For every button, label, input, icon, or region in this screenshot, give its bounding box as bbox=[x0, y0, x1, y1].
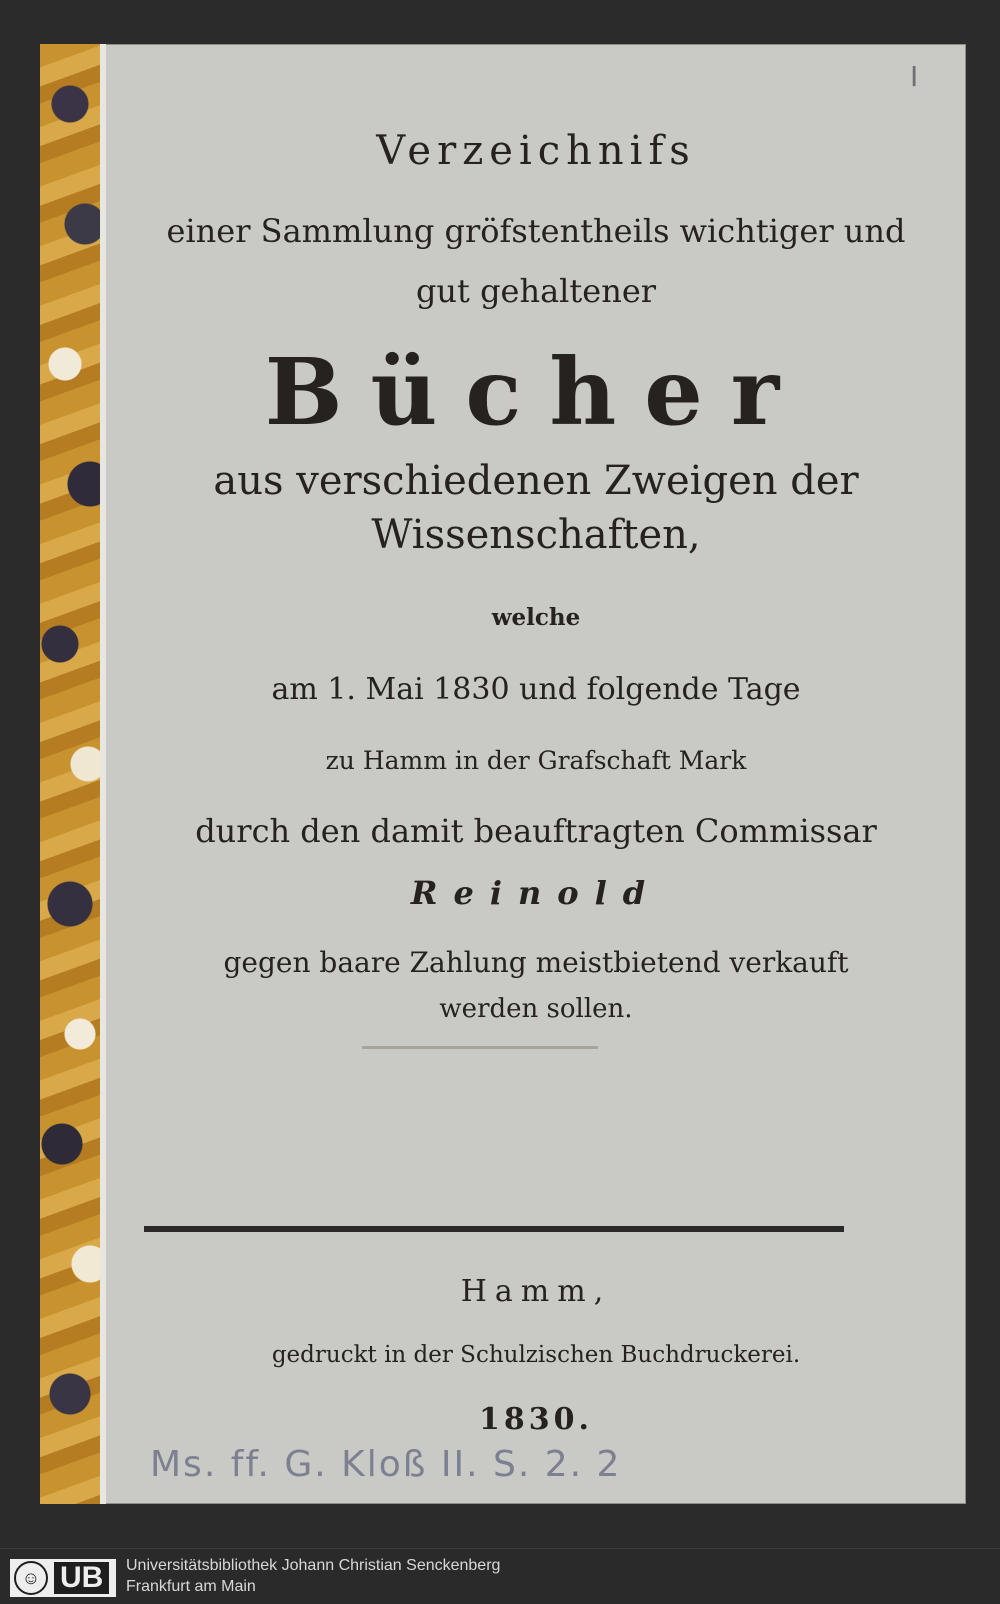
imprint-printer: gedruckt in der Schulzischen Buchdruckerei. bbox=[271, 1342, 801, 1368]
marbled-spine bbox=[40, 44, 106, 1504]
underline bbox=[362, 1046, 598, 1049]
subject-line-2: Wissenschaften, bbox=[371, 512, 701, 558]
logo-label: UB bbox=[54, 1562, 109, 1594]
library-logo[interactable] bbox=[10, 1559, 116, 1597]
page-mark: I bbox=[910, 60, 919, 93]
commissioner-line: durch den damit beauftragten Commissar bbox=[195, 812, 877, 850]
imprint-place: Hamm, bbox=[460, 1274, 612, 1309]
subtitle-line-2: gut gehaltener bbox=[415, 272, 657, 310]
shelfmark: Ms. ff. G. Kloß II. S. 2. 2 bbox=[150, 1444, 622, 1485]
library-city: Frankfurt am Main bbox=[126, 1578, 256, 1595]
title: Verzeichnifs bbox=[376, 128, 696, 174]
library-footer bbox=[0, 1548, 1000, 1604]
sale-terms-line-2: werden sollen. bbox=[439, 994, 633, 1024]
headline: Bücher bbox=[264, 338, 808, 446]
sale-terms-line-1: gegen baare Zahlung meistbietend verkauft bbox=[223, 946, 849, 979]
imprint-year: 1830. bbox=[479, 1402, 593, 1437]
portrait-icon: ☺ bbox=[14, 1561, 48, 1595]
location-line: zu Hamm in der Grafschaft Mark bbox=[325, 746, 747, 775]
relative-word: welche bbox=[491, 604, 581, 631]
subject-line-1: aus verschiedenen Zweigen der bbox=[213, 458, 859, 504]
commissioner-name: Reinold bbox=[410, 874, 662, 912]
subtitle-line-1: einer Sammlung gröfstentheils wichtiger und bbox=[166, 212, 906, 250]
horizontal-rule bbox=[144, 1226, 844, 1232]
date-line: am 1. Mai 1830 und folgende Tage bbox=[271, 672, 801, 707]
library-name: Universitätsbibliothek Johann Christian Senckenberg bbox=[126, 1557, 501, 1574]
